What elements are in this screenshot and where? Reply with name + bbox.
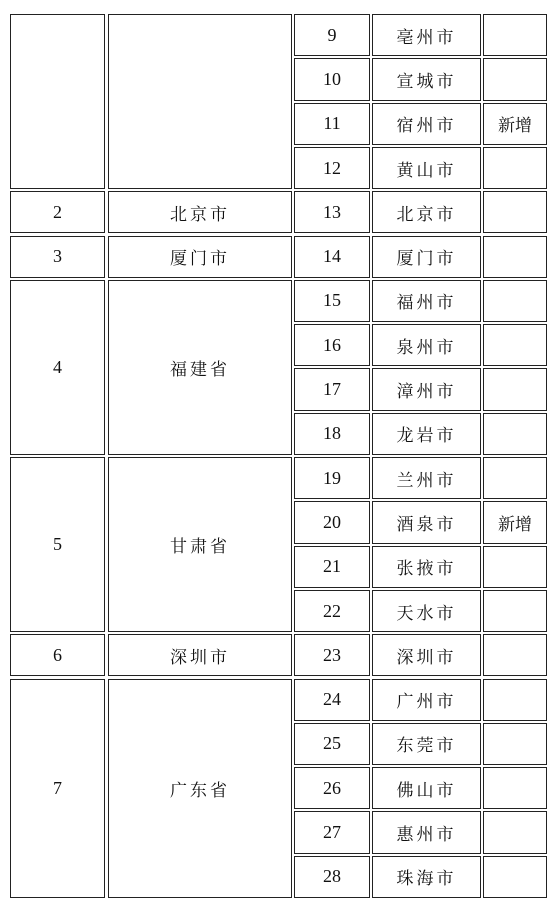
group-number-cell: 2: [10, 191, 105, 233]
note-cell: [483, 723, 547, 765]
province-cell: 深圳市: [108, 634, 292, 676]
province-cell: [108, 14, 292, 189]
note-cell: [483, 590, 547, 632]
row-number-cell: 14: [294, 236, 370, 278]
city-cell: 亳州市: [372, 14, 481, 56]
row-number-cell: 13: [294, 191, 370, 233]
row-number-cell: 19: [294, 457, 370, 499]
city-cell: 佛山市: [372, 767, 481, 809]
note-cell: 新增: [483, 103, 547, 145]
city-cell: 宣城市: [372, 58, 481, 100]
row-number-cell: 21: [294, 546, 370, 588]
note-cell: 新增: [483, 501, 547, 543]
note-cell: [483, 58, 547, 100]
note-cell: [483, 856, 547, 898]
city-cell: 龙岩市: [372, 413, 481, 455]
city-cell: 黄山市: [372, 147, 481, 189]
row-number-cell: 26: [294, 767, 370, 809]
note-cell: [483, 191, 547, 233]
city-cell: 兰州市: [372, 457, 481, 499]
row-number-cell: 15: [294, 280, 370, 322]
group-number-cell: 4: [10, 280, 105, 455]
city-cell: 泉州市: [372, 324, 481, 366]
note-cell: [483, 546, 547, 588]
row-number-cell: 18: [294, 413, 370, 455]
note-cell: [483, 767, 547, 809]
group-number-cell: 3: [10, 236, 105, 278]
note-cell: [483, 679, 547, 721]
row-number-cell: 11: [294, 103, 370, 145]
row-number-cell: 20: [294, 501, 370, 543]
city-cell: 张掖市: [372, 546, 481, 588]
city-cell: 漳州市: [372, 368, 481, 410]
note-cell: [483, 280, 547, 322]
row-number-cell: 24: [294, 679, 370, 721]
note-cell: [483, 634, 547, 676]
group-number-cell: [10, 14, 105, 189]
row-number-cell: 9: [294, 14, 370, 56]
note-cell: [483, 147, 547, 189]
note-cell: [483, 811, 547, 853]
note-cell: [483, 236, 547, 278]
city-cell: 厦门市: [372, 236, 481, 278]
row-number-cell: 25: [294, 723, 370, 765]
row-number-cell: 22: [294, 590, 370, 632]
row-number-cell: 10: [294, 58, 370, 100]
row-number-cell: 12: [294, 147, 370, 189]
city-cell: 天水市: [372, 590, 481, 632]
province-cell: 广东省: [108, 679, 292, 899]
note-cell: [483, 324, 547, 366]
city-cell: 珠海市: [372, 856, 481, 898]
province-cell: 北京市: [108, 191, 292, 233]
row-number-cell: 28: [294, 856, 370, 898]
city-cell: 北京市: [372, 191, 481, 233]
city-cell: 东莞市: [372, 723, 481, 765]
city-cell: 酒泉市: [372, 501, 481, 543]
group-number-cell: 6: [10, 634, 105, 676]
province-cell: 甘肃省: [108, 457, 292, 632]
group-number-cell: 5: [10, 457, 105, 632]
row-number-cell: 27: [294, 811, 370, 853]
province-cell: 福建省: [108, 280, 292, 455]
city-cell: 广州市: [372, 679, 481, 721]
note-cell: [483, 457, 547, 499]
city-cell: 宿州市: [372, 103, 481, 145]
group-number-cell: 7: [10, 679, 105, 899]
note-cell: [483, 14, 547, 56]
row-number-cell: 23: [294, 634, 370, 676]
province-cell: 厦门市: [108, 236, 292, 278]
city-cell: 深圳市: [372, 634, 481, 676]
city-cell: 惠州市: [372, 811, 481, 853]
row-number-cell: 17: [294, 368, 370, 410]
row-number-cell: 16: [294, 324, 370, 366]
note-cell: [483, 368, 547, 410]
city-cell: 福州市: [372, 280, 481, 322]
note-cell: [483, 413, 547, 455]
